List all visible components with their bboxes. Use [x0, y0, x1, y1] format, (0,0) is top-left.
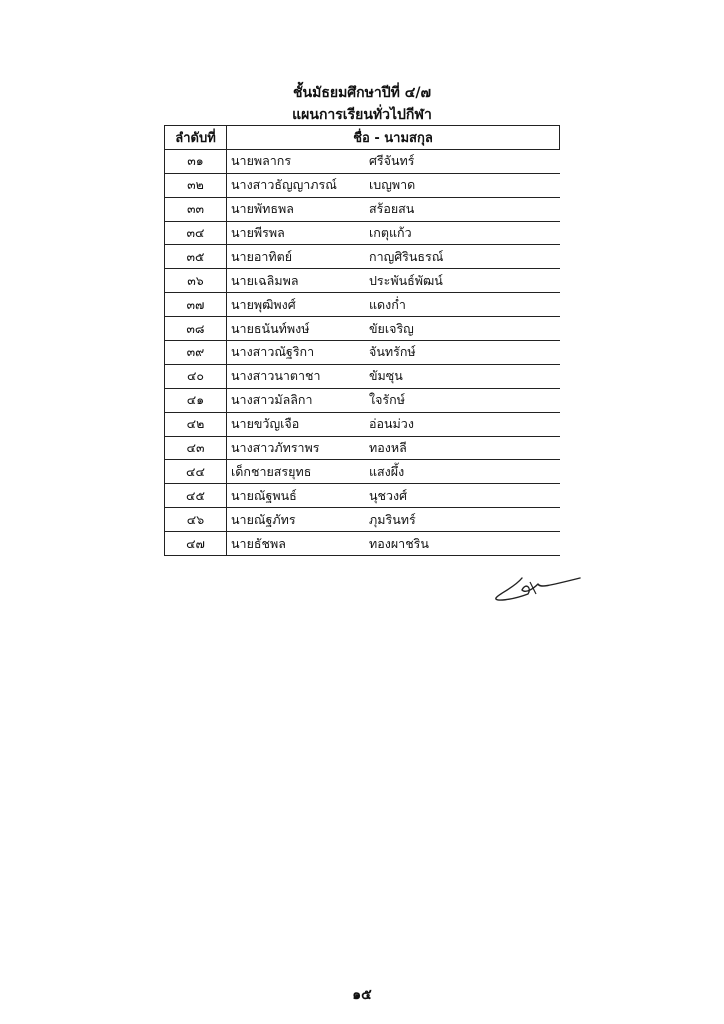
last-name: ศรีจันทร์ [369, 153, 415, 169]
page-subtitle: แผนการเรียนทั่วไปกีฬา [292, 107, 432, 123]
last-name: ทองหลี [369, 440, 407, 456]
first-name: นายอาทิตย์ [231, 248, 293, 264]
table-row [165, 245, 560, 269]
last-name: กาญศิรินธรณ์ [369, 248, 444, 264]
first-name: นางสาวมัลลิกา [231, 392, 313, 408]
row-number: ๓๙ [165, 341, 227, 365]
first-name: นายธนันท์พงษ์ [231, 320, 310, 336]
row-number: ๓๗ [165, 293, 227, 317]
row-name [227, 197, 560, 221]
table-row [165, 269, 560, 293]
last-name: จันทรักษ์ [369, 344, 416, 360]
table-row [165, 484, 560, 508]
row-number: ๔๖ [165, 508, 227, 532]
last-name: ประพันธ์พัฒน์ [369, 272, 443, 288]
last-name: ทองผาชริน [369, 535, 429, 551]
last-name: แดงก่ำ [369, 296, 406, 312]
first-name: นายขวัญเจือ [231, 416, 300, 432]
first-name: นางสาวภัทราพร [231, 440, 320, 456]
row-name [227, 412, 560, 436]
row-number: ๓๔ [165, 221, 227, 245]
row-number: ๔๑ [165, 388, 227, 412]
last-name: สร้อยสน [369, 201, 415, 217]
last-name: เกตุแก้ว [369, 225, 412, 240]
page-title: ชั้นมัธยมศึกษาปีที่ ๔/๗ [293, 85, 431, 101]
table-row [165, 317, 560, 341]
table-row [165, 364, 560, 388]
row-number: ๔๒ [165, 412, 227, 436]
table-row [165, 221, 560, 245]
row-number: ๔๔ [165, 460, 227, 484]
row-name [227, 221, 560, 245]
table-row [165, 436, 560, 460]
row-number: ๓๓ [165, 197, 227, 221]
row-name [227, 173, 560, 197]
row-number: ๔๐ [165, 364, 227, 388]
page-number: ๑๕ [352, 987, 372, 1003]
table-header-row [165, 126, 560, 150]
last-name: ขัมซุน [369, 368, 403, 384]
table-row [165, 388, 560, 412]
first-name: นายเฉลิมพล [231, 272, 299, 288]
row-name [227, 341, 560, 365]
row-name [227, 293, 560, 317]
first-name: นายณัฐพนธ์ [231, 487, 297, 503]
signature [492, 568, 582, 608]
row-number: ๔๓ [165, 436, 227, 460]
first-name: เด็กชายสรยุทธ [231, 463, 312, 479]
first-name: นายพลากร [231, 153, 292, 169]
row-number: ๔๕ [165, 484, 227, 508]
row-number: ๓๘ [165, 317, 227, 341]
table-row [165, 532, 560, 556]
header-name: ชื่อ - นามสกุล [227, 126, 560, 150]
last-name: อ่อนม่วง [369, 416, 414, 432]
row-number: ๓๑ [165, 149, 227, 173]
student-table [164, 125, 560, 556]
row-name [227, 508, 560, 532]
row-name [227, 484, 560, 508]
first-name: นายธัชพล [231, 535, 286, 551]
first-name: นางสาวนาตาชา [231, 368, 321, 384]
table-row [165, 173, 560, 197]
row-name [227, 460, 560, 484]
table-row [165, 197, 560, 221]
last-name: ใจรักษ์ [369, 392, 405, 408]
row-number: ๔๗ [165, 532, 227, 556]
first-name: นางสาวธัญญาภรณ์ [231, 177, 337, 193]
table-row [165, 149, 560, 173]
row-number: ๓๒ [165, 173, 227, 197]
last-name: ภุมรินทร์ [369, 511, 416, 527]
row-name [227, 317, 560, 341]
row-name [227, 149, 560, 173]
row-number: ๓๖ [165, 269, 227, 293]
row-name [227, 532, 560, 556]
last-name: เบญพาด [369, 177, 416, 193]
first-name: นายพีรพล [231, 225, 285, 240]
first-name: นายพัทธพล [231, 201, 294, 217]
first-name: นางสาวณัฐริกา [231, 344, 315, 360]
table-row [165, 508, 560, 532]
last-name: นุชวงศ์ [369, 487, 408, 503]
header-no: ลำดับที่ [165, 126, 227, 150]
row-name [227, 269, 560, 293]
first-name: นายพุฒิพงศ์ [231, 296, 296, 312]
row-number: ๓๕ [165, 245, 227, 269]
row-name [227, 388, 560, 412]
table-row [165, 341, 560, 365]
row-name [227, 364, 560, 388]
last-name: ขัยเจริญ [369, 320, 414, 336]
table-row [165, 460, 560, 484]
table-row [165, 293, 560, 317]
table-row [165, 412, 560, 436]
row-name [227, 436, 560, 460]
row-name [227, 245, 560, 269]
last-name: แสงผึ้ง [369, 463, 405, 479]
first-name: นายณัฐภัทร [231, 511, 296, 527]
